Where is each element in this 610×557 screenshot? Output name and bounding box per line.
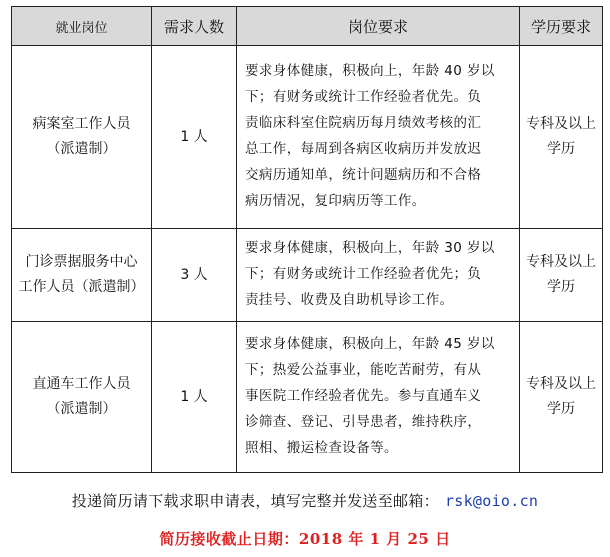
header-education: 学历要求 [520,7,603,46]
apply-note-text: 投递简历请下载求职申请表，填写完整并发送至邮箱： [71,492,439,510]
requirement-line: 交病历通知单，统计问题病历和不合格 [245,167,482,183]
education-cell [520,46,603,229]
education-line: 专科及以上 [526,254,596,270]
header-count: 需求人数 [152,7,237,46]
education-line: 学历 [547,279,575,295]
count-cell: 1 人 [152,322,237,473]
requirements-cell [237,322,520,473]
requirement-line: 下；有财务或统计工作经验者优先；负 [245,266,482,282]
education-cell [520,322,603,473]
table-header-row [12,7,603,46]
requirement-line: 病历情况，复印病历等工作。 [245,193,426,209]
position-line: 病案室工作人员 [32,116,131,132]
requirement-line: 总工作，每周到各病区收病历并发放迟 [245,141,482,157]
education-line: 专科及以上 [526,376,596,392]
education-line: 专科及以上 [526,116,596,132]
requirement-line: 下；有财务或统计工作经验者优先。负 [245,89,482,105]
requirement-line: 要求身体健康，积极向上，年龄 45 岁以 [245,336,495,352]
jobs-table [11,6,603,473]
position-line: 工作人员（派遣制） [18,279,145,295]
education-line: 学历 [547,141,575,157]
deadline-notice: 简历接收截止日期：2018 年 1 月 25 日 [159,530,451,548]
requirement-line: 责临床科室住院病历每月绩效考核的汇 [245,115,482,131]
education-line: 学历 [547,401,575,417]
position-line: （派遣制） [46,141,117,157]
position-line: 直通车工作人员 [32,376,131,392]
position-cell [12,322,152,473]
requirements-cell [237,46,520,229]
requirements-cell [237,229,520,322]
requirement-line: 诊筛查、登记、引导患者，维持秩序， [245,414,482,430]
email-link[interactable]: rsk@oio.cn [444,492,539,510]
position-cell [12,229,152,322]
requirement-line: 要求身体健康，积极向上，年龄 30 岁以 [245,240,495,256]
education-cell [520,229,603,322]
table-row [12,322,603,473]
table-row [12,229,603,322]
position-line: 门诊票据服务中心 [25,254,138,270]
count-cell: 1 人 [152,46,237,229]
position-cell [12,46,152,229]
table-row [12,46,603,229]
header-requirements: 岗位要求 [237,7,520,46]
requirement-line: 事医院工作经验者优先。参与直通车义 [245,388,482,404]
count-cell: 3 人 [152,229,237,322]
requirement-line: 责挂号、收费及自助机导诊工作。 [245,292,454,308]
requirement-line: 要求身体健康，积极向上，年龄 40 岁以 [245,63,495,79]
apply-note [0,490,610,511]
header-position: 就业岗位 [12,7,152,46]
requirement-line: 照相、搬运检查设备等。 [245,440,398,456]
position-line: （派遣制） [46,401,117,417]
requirement-line: 下；热爱公益事业，能吃苦耐劳，有从 [245,362,482,378]
